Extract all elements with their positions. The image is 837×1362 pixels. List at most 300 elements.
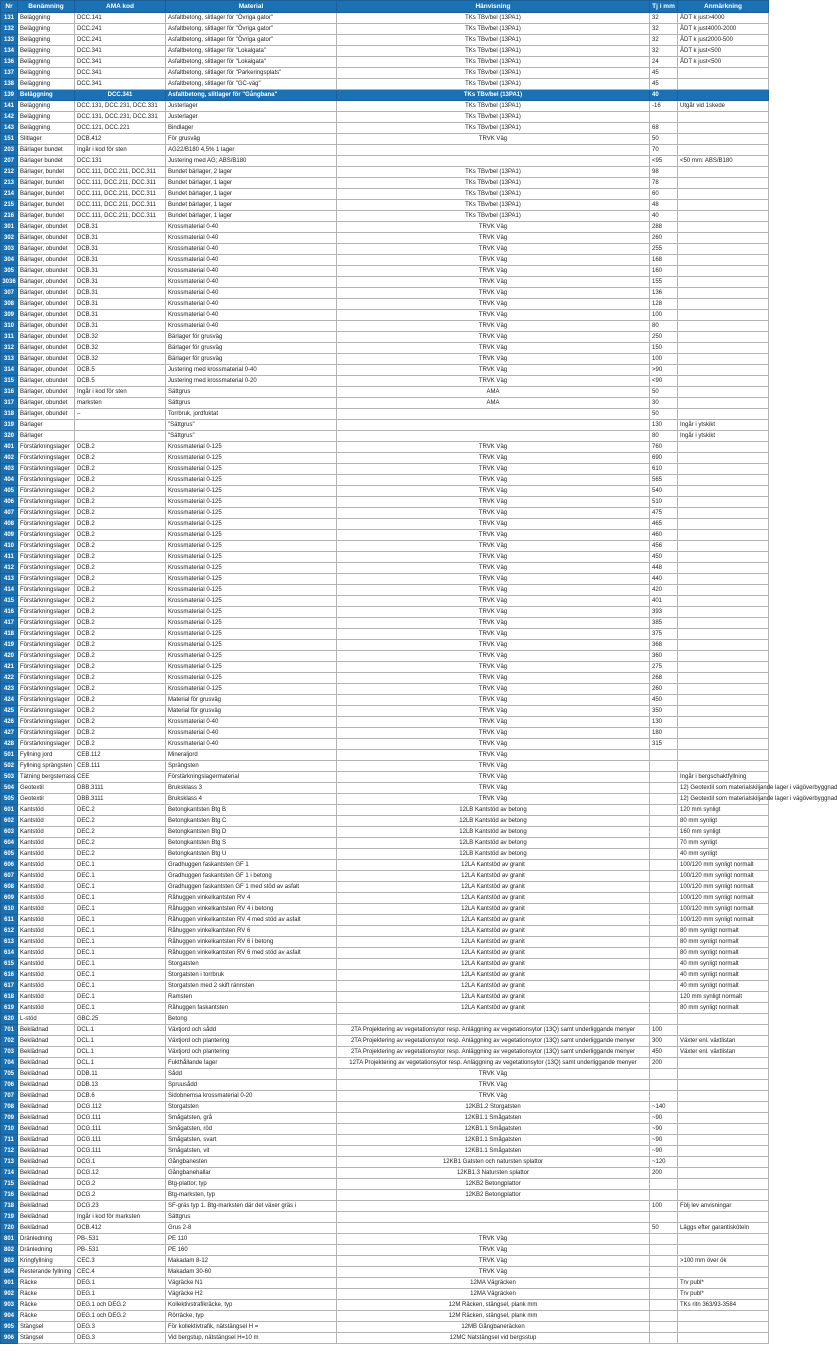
row-ama-cell: DCB.31 xyxy=(75,299,166,310)
table-row[interactable] xyxy=(1,519,769,530)
table-row[interactable] xyxy=(1,1289,769,1300)
table-row[interactable] xyxy=(1,365,769,376)
row-nr-cell: 417 xyxy=(1,618,18,629)
row-tj-cell: 690 xyxy=(650,453,678,464)
row-ama-cell: DCC.341 xyxy=(75,57,166,68)
row-nr-cell: 315 xyxy=(1,376,18,387)
row-ref-cell: TRVK Väg xyxy=(337,343,650,354)
row-nr-cell: 132 xyxy=(1,24,18,35)
table-row[interactable] xyxy=(1,959,769,970)
row-tj-cell xyxy=(650,1267,678,1278)
row-tj-cell: 50 xyxy=(650,409,678,420)
table-row[interactable] xyxy=(1,1223,769,1234)
row-ama-cell: DCB.2 xyxy=(75,530,166,541)
table-row[interactable] xyxy=(1,398,769,409)
table-row[interactable] xyxy=(1,145,769,156)
table-row[interactable] xyxy=(1,453,769,464)
table-row[interactable] xyxy=(1,706,769,717)
row-ref-cell: TRVK Väg xyxy=(337,552,650,563)
table-row[interactable] xyxy=(1,156,769,167)
row-ama-cell: DCC.131, DCC.231, DCC.331 xyxy=(75,112,166,123)
table-row[interactable] xyxy=(1,728,769,739)
row-name-cell: Bärlager, obundet xyxy=(18,409,75,420)
row-ama-cell: DCL.1 xyxy=(75,1058,166,1069)
row-material-cell: Växtjord och plantering xyxy=(166,1047,337,1058)
table-row[interactable] xyxy=(1,123,769,134)
table-row[interactable] xyxy=(1,794,769,805)
row-note-cell: Växter enl. växtlistan xyxy=(678,1047,769,1058)
table-row[interactable] xyxy=(1,13,769,24)
row-ref-cell: TRVK Väg xyxy=(337,574,650,585)
row-note-cell xyxy=(678,1322,769,1333)
table-row[interactable] xyxy=(1,1080,769,1091)
row-ref-cell: TRVK Väg xyxy=(337,442,650,453)
row-note-cell: ÅDT k just>4000 xyxy=(678,13,769,24)
row-tj-cell xyxy=(650,1080,678,1091)
row-nr-cell: 401 xyxy=(1,442,18,453)
row-ama-cell: DCG.111 xyxy=(75,1135,166,1146)
col-header-ref[interactable]: Hänvisning xyxy=(337,1,650,13)
row-nr-cell: 601 xyxy=(1,805,18,816)
table-row[interactable] xyxy=(1,288,769,299)
row-nr-cell: 313 xyxy=(1,354,18,365)
row-name-cell: Fyllning jord xyxy=(18,750,75,761)
row-tj-cell: 350 xyxy=(650,706,678,717)
table-row[interactable] xyxy=(1,970,769,981)
table-row[interactable] xyxy=(1,772,769,783)
row-ref-cell: TRVK Väg xyxy=(337,695,650,706)
row-material-cell: Torrbruk, jordfuktat xyxy=(166,409,337,420)
row-tj-cell: 448 xyxy=(650,563,678,574)
table-row[interactable] xyxy=(1,629,769,640)
row-ref-cell: 12LA Kantstöd av granit xyxy=(337,948,650,959)
table-row[interactable] xyxy=(1,816,769,827)
row-material-cell: Bruksklass 4 xyxy=(166,794,337,805)
table-row[interactable] xyxy=(1,310,769,321)
table-row[interactable] xyxy=(1,1135,769,1146)
table-row[interactable] xyxy=(1,882,769,893)
row-note-cell: TKs ritn 363/93-3584 xyxy=(678,1300,769,1311)
table-row[interactable] xyxy=(1,134,769,145)
row-material-cell: Krossmaterial 0-125 xyxy=(166,442,337,453)
row-name-cell: Beklädnad xyxy=(18,1179,75,1190)
table-row[interactable] xyxy=(1,354,769,365)
col-header-tj[interactable]: Tj i mm xyxy=(650,1,678,13)
row-tj-cell: 50 xyxy=(650,134,678,145)
row-name-cell: Förstärkningslager xyxy=(18,607,75,618)
table-row[interactable] xyxy=(1,904,769,915)
row-ama-cell: DCB.2 xyxy=(75,629,166,640)
table-row[interactable] xyxy=(1,57,769,68)
row-material-cell: Krossmaterial 0-125 xyxy=(166,486,337,497)
row-material-cell: Råhuggen vinkelkantsten RV 4 i betong xyxy=(166,904,337,915)
row-note-cell: ÅDT k just2000-500 xyxy=(678,35,769,46)
row-nr-cell: 607 xyxy=(1,871,18,882)
table-row[interactable] xyxy=(1,651,769,662)
table-row[interactable] xyxy=(1,101,769,112)
table-row[interactable] xyxy=(1,1146,769,1157)
table-row[interactable] xyxy=(1,893,769,904)
table-row[interactable] xyxy=(1,343,769,354)
table-row[interactable] xyxy=(1,68,769,79)
row-note-cell xyxy=(678,255,769,266)
table-row[interactable] xyxy=(1,1058,769,1069)
row-nr-cell: 133 xyxy=(1,35,18,46)
row-ama-cell: DCG.111 xyxy=(75,1146,166,1157)
row-nr-cell: 608 xyxy=(1,882,18,893)
row-material-cell: Asfaltbetong, slitlager för "Parkeringsplats" xyxy=(166,68,337,79)
row-note-cell xyxy=(678,1179,769,1190)
table-row[interactable] xyxy=(1,926,769,937)
table-row[interactable] xyxy=(1,684,769,695)
row-tj-cell: 450 xyxy=(650,552,678,563)
row-tj-cell xyxy=(650,1322,678,1333)
table-row[interactable] xyxy=(1,420,769,431)
row-tj-cell: 401 xyxy=(650,596,678,607)
row-name-cell: Bärlager bundet xyxy=(18,145,75,156)
table-row[interactable] xyxy=(1,486,769,497)
col-header-name[interactable]: Benämning xyxy=(18,1,75,13)
table-row[interactable] xyxy=(1,805,769,816)
row-ref-cell: TKs TBv/bel (13PA1) xyxy=(337,112,650,123)
table-row[interactable] xyxy=(1,464,769,475)
row-nr-cell: 151 xyxy=(1,134,18,145)
row-name-cell: Kantstöd xyxy=(18,981,75,992)
row-ama-cell: DCB.31 xyxy=(75,288,166,299)
table-row[interactable] xyxy=(1,1256,769,1267)
row-note-cell xyxy=(678,761,769,772)
table-row[interactable] xyxy=(1,596,769,607)
row-name-cell: Kantstöd xyxy=(18,816,75,827)
table-row[interactable] xyxy=(1,1300,769,1311)
table-row[interactable] xyxy=(1,1234,769,1245)
table-row[interactable] xyxy=(1,1267,769,1278)
row-note-cell xyxy=(678,1025,769,1036)
row-material-cell: Krossmaterial 0-40 xyxy=(166,255,337,266)
row-ama-cell: DEC.1 xyxy=(75,871,166,882)
row-name-cell: Bärlager, obundet xyxy=(18,365,75,376)
row-nr-cell: 502 xyxy=(1,761,18,772)
row-note-cell xyxy=(678,178,769,189)
row-tj-cell xyxy=(650,915,678,926)
table-row[interactable] xyxy=(1,112,769,123)
table-row[interactable] xyxy=(1,1157,769,1168)
table-row[interactable] xyxy=(1,277,769,288)
table-row[interactable] xyxy=(1,574,769,585)
row-material-cell: SF-gräs typ 1. Btg-marksten där det växer gräs i xyxy=(166,1201,337,1212)
row-nr-cell: 419 xyxy=(1,640,18,651)
row-note-cell xyxy=(678,1333,769,1344)
table-row[interactable] xyxy=(1,321,769,332)
row-ref-cell: 2TA Projektering av vegetationsytor resp. Anläggning av vegetationsytor (13Q) samt underliggande menyer xyxy=(337,1036,650,1047)
row-note-cell xyxy=(678,1146,769,1157)
table-row[interactable] xyxy=(1,618,769,629)
row-name-cell: Förstärkningslager xyxy=(18,464,75,475)
table-row[interactable] xyxy=(1,1003,769,1014)
row-ref-cell: 12LA Kantstöd av granit xyxy=(337,959,650,970)
row-note-cell xyxy=(678,1102,769,1113)
table-row[interactable] xyxy=(1,750,769,761)
table-row[interactable] xyxy=(1,200,769,211)
row-name-cell: Bärlager, obundet xyxy=(18,321,75,332)
row-note-cell: 120 mm synligt normalt xyxy=(678,992,769,1003)
row-name-cell: Kantstöd xyxy=(18,838,75,849)
row-nr-cell: 421 xyxy=(1,662,18,673)
row-nr-cell: 709 xyxy=(1,1113,18,1124)
row-ama-cell: DCG.2 xyxy=(75,1190,166,1201)
table-row[interactable] xyxy=(1,1212,769,1223)
row-tj-cell: 32 xyxy=(650,35,678,46)
row-note-cell xyxy=(678,662,769,673)
row-note-cell xyxy=(678,629,769,640)
row-ama-cell: DDB.13 xyxy=(75,1080,166,1091)
table-row[interactable] xyxy=(1,860,769,871)
row-note-cell xyxy=(678,728,769,739)
row-nr-cell: 407 xyxy=(1,508,18,519)
row-tj-cell xyxy=(650,1003,678,1014)
table-row[interactable] xyxy=(1,673,769,684)
table-row[interactable] xyxy=(1,497,769,508)
table-row[interactable] xyxy=(1,35,769,46)
row-nr-cell: 427 xyxy=(1,728,18,739)
table-row[interactable] xyxy=(1,607,769,618)
row-ref-cell: TRVK Väg xyxy=(337,684,650,695)
table-row[interactable] xyxy=(1,827,769,838)
table-row[interactable] xyxy=(1,1179,769,1190)
table-row[interactable] xyxy=(1,948,769,959)
table-row[interactable] xyxy=(1,761,769,772)
row-ama-cell xyxy=(75,420,166,431)
row-ref-cell: TRVK Väg xyxy=(337,255,650,266)
row-note-cell: 100/120 mm synligt normalt xyxy=(678,904,769,915)
table-row[interactable] xyxy=(1,695,769,706)
table-row[interactable] xyxy=(1,79,769,90)
row-name-cell: Förstärkningslager xyxy=(18,673,75,684)
col-header-note[interactable]: Anmärkning xyxy=(678,1,769,13)
col-header-nr[interactable]: Nr xyxy=(1,1,18,13)
row-tj-cell: 40 xyxy=(650,211,678,222)
row-note-cell xyxy=(678,1091,769,1102)
table-row[interactable] xyxy=(1,1014,769,1025)
row-nr-cell: 804 xyxy=(1,1267,18,1278)
row-tj-cell: >90 xyxy=(650,365,678,376)
row-note-cell xyxy=(678,321,769,332)
row-material-cell: Krossmaterial 0-125 xyxy=(166,453,337,464)
row-material-cell: Asfaltbetong, slitlager för "Lokalgata" xyxy=(166,57,337,68)
row-ref-cell: 12LA Kantstöd av granit xyxy=(337,893,650,904)
row-ama-cell: DCB.2 xyxy=(75,574,166,585)
row-material-cell: Betongkantsten Btg D xyxy=(166,827,337,838)
table-row[interactable] xyxy=(1,541,769,552)
table-row[interactable] xyxy=(1,1036,769,1047)
table-row[interactable] xyxy=(1,266,769,277)
table-row[interactable] xyxy=(1,1278,769,1289)
table-row[interactable] xyxy=(1,1069,769,1080)
table-row[interactable] xyxy=(1,189,769,200)
row-ref-cell: 12KB1.1 Smågatsten xyxy=(337,1135,650,1146)
row-name-cell: Förstärkningslager xyxy=(18,541,75,552)
row-tj-cell xyxy=(650,937,678,948)
row-nr-cell: 317 xyxy=(1,398,18,409)
row-material-cell: Råhuggen faskantsten xyxy=(166,1003,337,1014)
row-nr-cell: 501 xyxy=(1,750,18,761)
row-name-cell: Beklädnad xyxy=(18,1091,75,1102)
row-name-cell: Förstärkningslager xyxy=(18,618,75,629)
row-name-cell: Förstärkningslager xyxy=(18,695,75,706)
table-row[interactable] xyxy=(1,255,769,266)
row-nr-cell: 316 xyxy=(1,387,18,398)
table-row[interactable] xyxy=(1,222,769,233)
row-note-cell: 100/120 mm synligt normalt xyxy=(678,871,769,882)
row-note-cell: 80 mm synligt normalt xyxy=(678,926,769,937)
row-nr-cell: 616 xyxy=(1,970,18,981)
row-ref-cell: TRVK Väg xyxy=(337,288,650,299)
row-ama-cell: DEC.1 xyxy=(75,959,166,970)
row-ref-cell: TRVK Väg xyxy=(337,794,650,805)
table-row[interactable] xyxy=(1,1113,769,1124)
table-row[interactable] xyxy=(1,211,769,222)
table-row[interactable] xyxy=(1,662,769,673)
table-row[interactable] xyxy=(1,838,769,849)
row-note-cell: 100/120 mm synligt normalt xyxy=(678,893,769,904)
row-tj-cell: -16 xyxy=(650,101,678,112)
table-row[interactable] xyxy=(1,1102,769,1113)
table-row[interactable] xyxy=(1,244,769,255)
row-ama-cell: DCB.2 xyxy=(75,717,166,728)
row-ref-cell xyxy=(337,1014,650,1025)
row-ref-cell: 2TA Projektering av vegetationsytor resp. Anläggning av vegetationsytor (13Q) samt underliggande menyer xyxy=(337,1047,650,1058)
row-name-cell: Förstärkningslager xyxy=(18,651,75,662)
row-material-cell: Krossmaterial 0-40 xyxy=(166,321,337,332)
row-ref-cell: 12LA Kantstöd av granit xyxy=(337,882,650,893)
row-nr-cell: 613 xyxy=(1,937,18,948)
table-row[interactable] xyxy=(1,563,769,574)
row-tj-cell xyxy=(650,112,678,123)
table-row[interactable] xyxy=(1,992,769,1003)
row-ref-cell: 12KB1.2 Storgatsten xyxy=(337,1102,650,1113)
table-row[interactable] xyxy=(1,739,769,750)
table-row[interactable] xyxy=(1,1311,769,1322)
row-note-cell xyxy=(678,1157,769,1168)
row-note-cell xyxy=(678,79,769,90)
table-row[interactable] xyxy=(1,585,769,596)
col-header-ama[interactable]: AMA kod xyxy=(75,1,166,13)
row-nr-cell: 215 xyxy=(1,200,18,211)
table-row[interactable] xyxy=(1,1025,769,1036)
row-note-cell: 12) Geotextil som materialskiljande lager i vägöverbyggnad xyxy=(678,783,769,794)
row-ama-cell: DCC.341 xyxy=(75,90,166,101)
table-row[interactable] xyxy=(1,1333,769,1344)
row-ref-cell: 12LA Kantstöd av granit xyxy=(337,926,650,937)
row-ama-cell: DCB.32 xyxy=(75,343,166,354)
row-nr-cell: 802 xyxy=(1,1245,18,1256)
col-header-material[interactable]: Material xyxy=(166,1,337,13)
table-row[interactable] xyxy=(1,981,769,992)
row-note-cell xyxy=(678,233,769,244)
row-tj-cell: 275 xyxy=(650,662,678,673)
table-row[interactable] xyxy=(1,475,769,486)
row-ama-cell: DCC.341 xyxy=(75,46,166,57)
table-row[interactable] xyxy=(1,1190,769,1201)
table-row[interactable] xyxy=(1,1322,769,1333)
table-row[interactable] xyxy=(1,640,769,651)
row-nr-cell: 320 xyxy=(1,431,18,442)
table-row[interactable] xyxy=(1,1124,769,1135)
row-material-cell: "Sättgrus" xyxy=(166,420,337,431)
row-tj-cell: 180 xyxy=(650,728,678,739)
table-row[interactable] xyxy=(1,1047,769,1058)
row-tj-cell xyxy=(650,1212,678,1223)
row-nr-cell: 412 xyxy=(1,563,18,574)
row-name-cell: Kantstöd xyxy=(18,959,75,970)
row-ama-cell: DCL.1 xyxy=(75,1036,166,1047)
table-row[interactable] xyxy=(1,178,769,189)
table-row[interactable] xyxy=(1,783,769,794)
row-note-cell xyxy=(678,739,769,750)
row-ref-cell: 12LA Kantstöd av granit xyxy=(337,871,650,882)
table-row[interactable] xyxy=(1,717,769,728)
table-row[interactable] xyxy=(1,299,769,310)
table-row[interactable] xyxy=(1,1091,769,1102)
table-row[interactable] xyxy=(1,442,769,453)
table-row[interactable] xyxy=(1,46,769,57)
table-row[interactable] xyxy=(1,376,769,387)
row-note-cell xyxy=(678,299,769,310)
row-ama-cell: DCC.111, DCC.211, DCC.311 xyxy=(75,178,166,189)
row-note-cell: ÅDT k just<500 xyxy=(678,57,769,68)
row-material-cell: Betongkantsten Btg B xyxy=(166,805,337,816)
row-tj-cell: 393 xyxy=(650,607,678,618)
table-row[interactable] xyxy=(1,233,769,244)
row-name-cell: Bärlager, bundet xyxy=(18,200,75,211)
row-ref-cell: TRVK Väg xyxy=(337,706,650,717)
table-row[interactable] xyxy=(1,1168,769,1179)
row-tj-cell: 128 xyxy=(650,299,678,310)
table-row[interactable] xyxy=(1,937,769,948)
table-row[interactable] xyxy=(1,530,769,541)
row-material-cell: Bundet bärlager, 1 lager xyxy=(166,200,337,211)
row-material-cell: Krossmaterial 0-40 xyxy=(166,266,337,277)
table-row[interactable] xyxy=(1,24,769,35)
row-ref-cell: 12LB Kantstöd av betong xyxy=(337,849,650,860)
table-row[interactable] xyxy=(1,387,769,398)
row-nr-cell: 305 xyxy=(1,266,18,277)
table-row-selected[interactable] xyxy=(1,90,769,101)
table-row[interactable] xyxy=(1,508,769,519)
table-row[interactable] xyxy=(1,332,769,343)
table-row[interactable] xyxy=(1,1201,769,1212)
row-nr-cell: 142 xyxy=(1,112,18,123)
table-row[interactable] xyxy=(1,167,769,178)
table-row[interactable] xyxy=(1,871,769,882)
table-row[interactable] xyxy=(1,409,769,420)
row-ref-cell: 12LA Kantstöd av granit xyxy=(337,981,650,992)
table-row[interactable] xyxy=(1,552,769,563)
row-material-cell: Bundet bärlager, 1 lager xyxy=(166,178,337,189)
row-tj-cell: 100 xyxy=(650,354,678,365)
row-note-cell: 40 mm synligt xyxy=(678,849,769,860)
row-nr-cell: 309 xyxy=(1,310,18,321)
row-name-cell: Kantstöd xyxy=(18,827,75,838)
table-row[interactable] xyxy=(1,1245,769,1256)
row-material-cell: Kollektivstrafikräcke, typ xyxy=(166,1300,337,1311)
table-row[interactable] xyxy=(1,915,769,926)
row-ama-cell: DCB.2 xyxy=(75,684,166,695)
row-ama-cell: DCB.2 xyxy=(75,453,166,464)
row-ref-cell: TRVK Väg xyxy=(337,332,650,343)
table-row[interactable] xyxy=(1,849,769,860)
table-row[interactable] xyxy=(1,431,769,442)
